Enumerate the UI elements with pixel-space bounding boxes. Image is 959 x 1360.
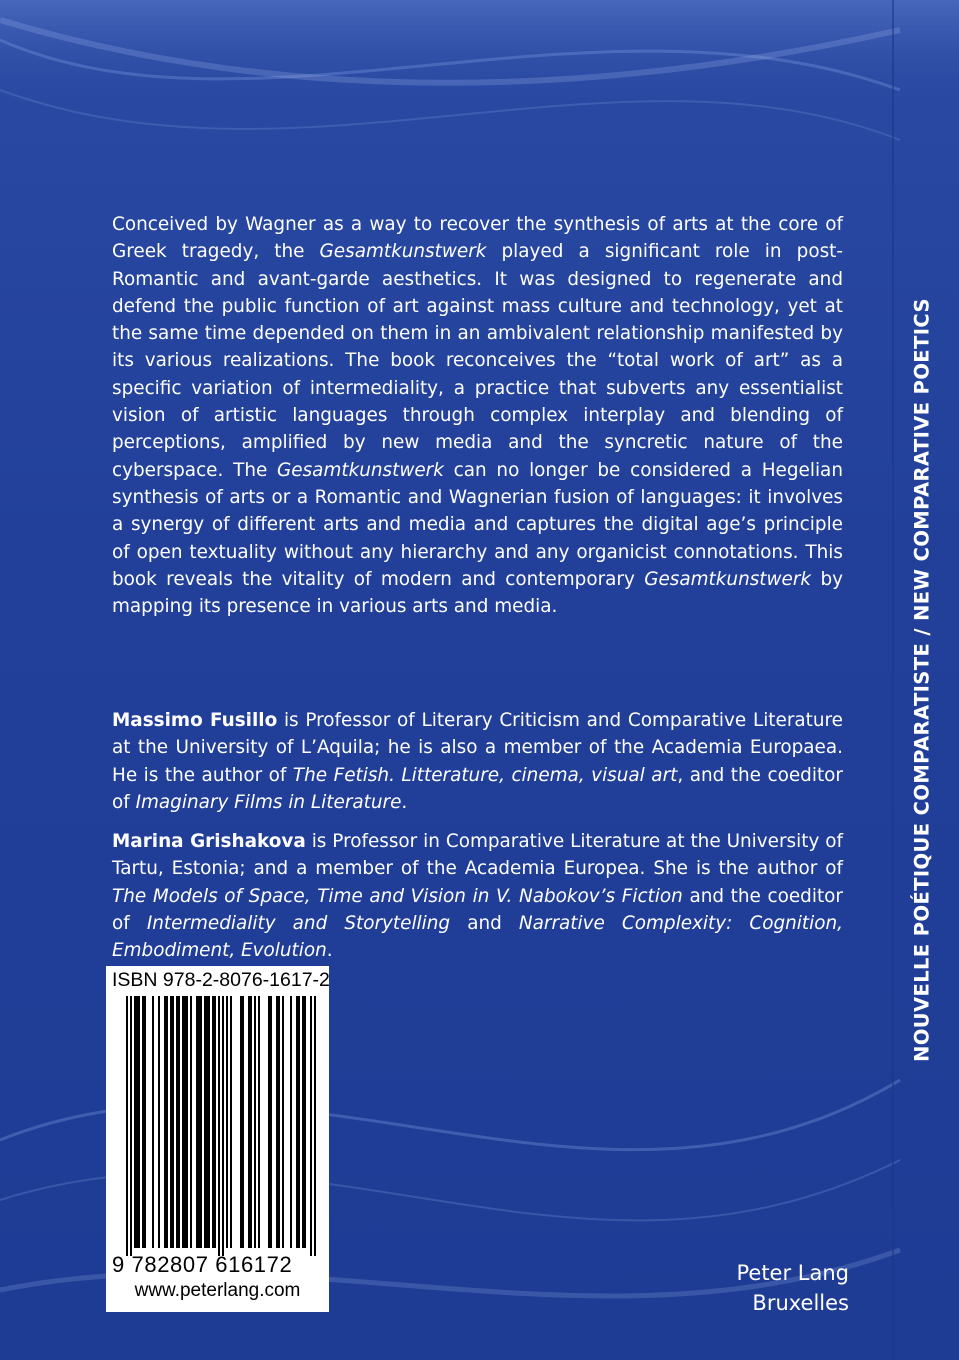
- barcode-bar: [136, 996, 138, 1248]
- bio-text: is Professor of Literary Criticism and Comparative Literature at the University of L’Aquila; he is also a member of the Academia Europaea. He is the author of: [112, 710, 843, 786]
- barcode-bar: [242, 996, 244, 1248]
- bio-work-title: The Models of Space, Time and Vision in V. Nabokov’s Fiction: [112, 885, 683, 907]
- barcode-bar: [304, 996, 306, 1248]
- barcode-bar: [270, 996, 272, 1248]
- bio-text: and: [450, 912, 519, 934]
- barcode-bar: [250, 996, 252, 1248]
- barcode-bar: [212, 996, 214, 1248]
- bio-text: .: [326, 940, 333, 962]
- barcode-bar: [190, 996, 192, 1248]
- barcode-bar: [314, 996, 316, 1256]
- barcode-bar: [226, 996, 228, 1248]
- barcode-bar: [182, 996, 184, 1248]
- barcode-bar: [298, 996, 300, 1248]
- author-name: Marina Grishakova: [112, 831, 306, 852]
- barcode-bar: [290, 996, 292, 1248]
- barcode-bar: [198, 996, 200, 1248]
- publisher-city: Bruxelles: [752, 1291, 849, 1315]
- barcode-bar: [258, 996, 260, 1248]
- blurb-title-1: Gesamtkunstwerk: [319, 241, 487, 263]
- barcode-bar: [164, 996, 166, 1248]
- bio-work-title: Narrative Complexity: Cognition, Embodiment, Evolution: [112, 912, 843, 962]
- barcode-bar: [134, 996, 136, 1248]
- barcode-bar: [170, 996, 172, 1248]
- barcode-bar: [184, 996, 186, 1248]
- bio-text: and the coeditor of: [112, 885, 843, 934]
- barcode-bar: [158, 996, 160, 1248]
- barcode-bar: [296, 996, 298, 1248]
- blurb-text-1: Conceived by Wagner as a way to recover the synthesis of arts at the core of Greek tragedy, the: [112, 214, 843, 263]
- barcode-bar: [196, 996, 198, 1248]
- bio-work-title: Imaginary Films in Literature: [135, 791, 402, 813]
- barcode-bar: [144, 996, 146, 1248]
- series-spine-title: NOUVELLE POÉTIQUE COMPARATISTE / NEW COMPARATIVE POETICS: [910, 298, 934, 1062]
- barcode-bar: [126, 996, 128, 1256]
- publisher-url[interactable]: www.peterlang.com: [134, 1280, 301, 1301]
- bio-text: .: [401, 791, 408, 813]
- isbn-label: ISBN 978-2-8076-1617-2: [112, 969, 330, 991]
- barcode-bar: [152, 996, 154, 1248]
- barcode-bar: [172, 996, 174, 1248]
- barcode-bar: [222, 996, 224, 1256]
- barcode-bar: [130, 996, 132, 1256]
- barcode-bar: [278, 996, 280, 1248]
- bio-text: is Professor in Comparative Literature at the University of Tartu, Estonia; and a member of the Academia Europea. She is the author of: [112, 831, 843, 880]
- barcode-bar: [208, 996, 210, 1248]
- barcode-bar: [166, 996, 168, 1248]
- blurb-title-3: Gesamtkunstwerk: [644, 568, 812, 590]
- barcode-bar: [178, 996, 180, 1248]
- barcode-digit-text: 9 782807 616172: [112, 1252, 293, 1277]
- barcode-bar: [142, 996, 144, 1248]
- barcode-bar: [276, 996, 278, 1248]
- bio-work-title: Intermediality and Storytelling: [146, 912, 451, 934]
- bio-work-title: The Fetish. Litterature, cinema, visual art: [292, 764, 678, 786]
- blurb-title-2: Gesamtkunstwerk: [277, 459, 444, 481]
- barcode-bar: [310, 996, 312, 1256]
- barcode-bar: [206, 996, 208, 1248]
- barcode-bar: [302, 996, 304, 1248]
- barcode-block: [106, 966, 329, 1312]
- bio-text: , and the coeditor of: [112, 764, 843, 813]
- author-name: Massimo Fusillo: [112, 710, 278, 731]
- barcode-bar: [240, 996, 242, 1248]
- blurb-paragraph: [112, 211, 843, 620]
- author-bio-grishakova: [112, 828, 843, 964]
- barcode-bars: [106, 966, 329, 1256]
- publisher-name: Peter Lang: [736, 1261, 849, 1285]
- barcode-bar: [138, 996, 140, 1248]
- barcode-bar: [214, 996, 216, 1248]
- blurb-text-2: played a significant role in post-Romantic and avant-garde aesthetics. It was designed to regenerate and defend the public function of art against mass culture and technology, yet at the same time depended on them in an ambivalent relationship manifested by its various realizations. The book reconceives the “total work of art” as a specific variation of intermediality, a practice that subverts any essentialist vision of artistic languages through complex interplay and blending of perceptions, amplified by new media and the syncretic nature of the cyberspace. The: [112, 241, 844, 481]
- blurb-text-4: by mapping its presence in various arts and media.: [112, 568, 843, 618]
- barcode-bar: [200, 996, 202, 1248]
- barcode-bar: [268, 996, 270, 1248]
- barcode-bar: [254, 996, 256, 1248]
- barcode-bar: [282, 996, 284, 1248]
- barcode-bar: [218, 996, 220, 1256]
- barcode-bar: [248, 996, 250, 1248]
- barcode-bar: [230, 996, 232, 1248]
- barcode-bar: [186, 996, 188, 1248]
- blurb-text-3: can no longer be considered a Hegelian synthesis of arts or a Romantic and Wagnerian fusion of languages: it involves a synergy of different arts and media and captures the digital age’s principle of open textuality without any hierarchy and any organicist connotations. This book reveals the vitality of modern and contemporary: [112, 459, 843, 590]
- barcode-bar: [176, 996, 178, 1248]
- author-bio-fusillo: [112, 707, 843, 816]
- barcode-bar: [204, 996, 206, 1248]
